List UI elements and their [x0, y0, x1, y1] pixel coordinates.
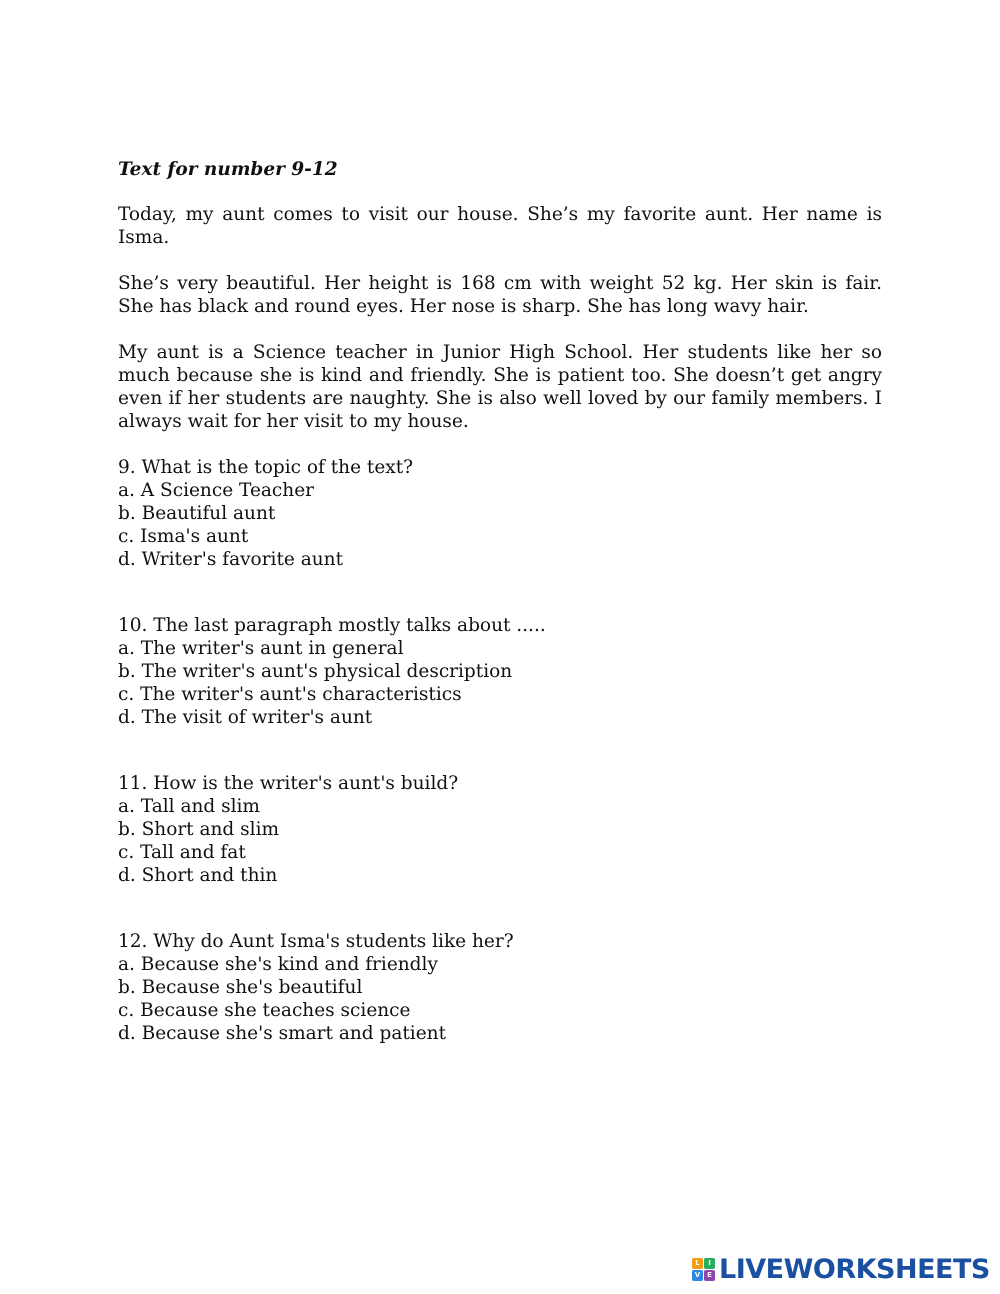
question-9-option-d[interactable]: d. Writer's favorite aunt	[118, 549, 344, 570]
paragraph-intro: Today, my aunt comes to visit our house. She’s my favorite aunt. Her name is Isma.	[118, 204, 882, 248]
question-10-option-a[interactable]: a. The writer's aunt in general	[118, 638, 404, 659]
liveworksheets-logo	[692, 1255, 990, 1283]
question-block-12	[118, 930, 882, 1045]
liveworksheets-logo-icon	[692, 1258, 715, 1281]
logo-mark-l: L	[692, 1258, 703, 1269]
question-11-option-b[interactable]: b. Short and slim	[118, 819, 280, 840]
question-10-option-c[interactable]: c. The writer's aunt's characteristics	[118, 684, 462, 705]
text-heading: Text for number 9-12	[118, 159, 338, 180]
question-block-10	[118, 614, 882, 729]
question-block-9	[118, 456, 882, 571]
question-9-option-b[interactable]: b. Beautiful aunt	[118, 503, 276, 524]
question-9-option-c[interactable]: c. Isma's aunt	[118, 526, 249, 547]
logo-mark-i: I	[704, 1258, 715, 1269]
question-12-option-b[interactable]: b. Because she's beautiful	[118, 977, 363, 998]
paragraph-appearance: She’s very beautiful. Her height is 168 cm with weight 52 kg. Her skin is fair. She has black and round eyes. Her nose is sharp. She has long wavy hair.	[118, 273, 882, 317]
question-12: 12. Why do Aunt Isma's students like her?	[118, 931, 514, 952]
question-10-option-d[interactable]: d. The visit of writer's aunt	[118, 707, 373, 728]
question-12-option-d[interactable]: d. Because she's smart and patient	[118, 1023, 447, 1044]
question-10: 10. The last paragraph mostly talks about .....	[118, 615, 546, 636]
question-11: 11. How is the writer's aunt's build?	[118, 773, 459, 794]
question-9-option-a[interactable]: a. A Science Teacher	[118, 480, 314, 501]
question-11-option-a[interactable]: a. Tall and slim	[118, 796, 260, 817]
question-block-11	[118, 772, 882, 887]
question-9: 9. What is the topic of the text?	[118, 457, 414, 478]
logo-mark-v: V	[692, 1270, 703, 1281]
question-11-option-c[interactable]: c. Tall and fat	[118, 842, 246, 863]
question-11-option-d[interactable]: d. Short and thin	[118, 865, 278, 886]
worksheet-page	[118, 158, 882, 1045]
question-12-option-a[interactable]: a. Because she's kind and friendly	[118, 954, 438, 975]
question-12-option-c[interactable]: c. Because she teaches science	[118, 1000, 411, 1021]
paragraph-personality: My aunt is a Science teacher in Junior High School. Her students like her so much because she is kind and friendly. She is patient too. She doesn’t get angry even if her students are naughty. She is also well loved by our family members. I always wait for her visit to my house.	[118, 342, 882, 432]
question-10-option-b[interactable]: b. The writer's aunt's physical description	[118, 661, 513, 682]
logo-mark-e: E	[704, 1270, 715, 1281]
liveworksheets-logo-text: LIVEWORKSHEETS	[719, 1253, 990, 1285]
